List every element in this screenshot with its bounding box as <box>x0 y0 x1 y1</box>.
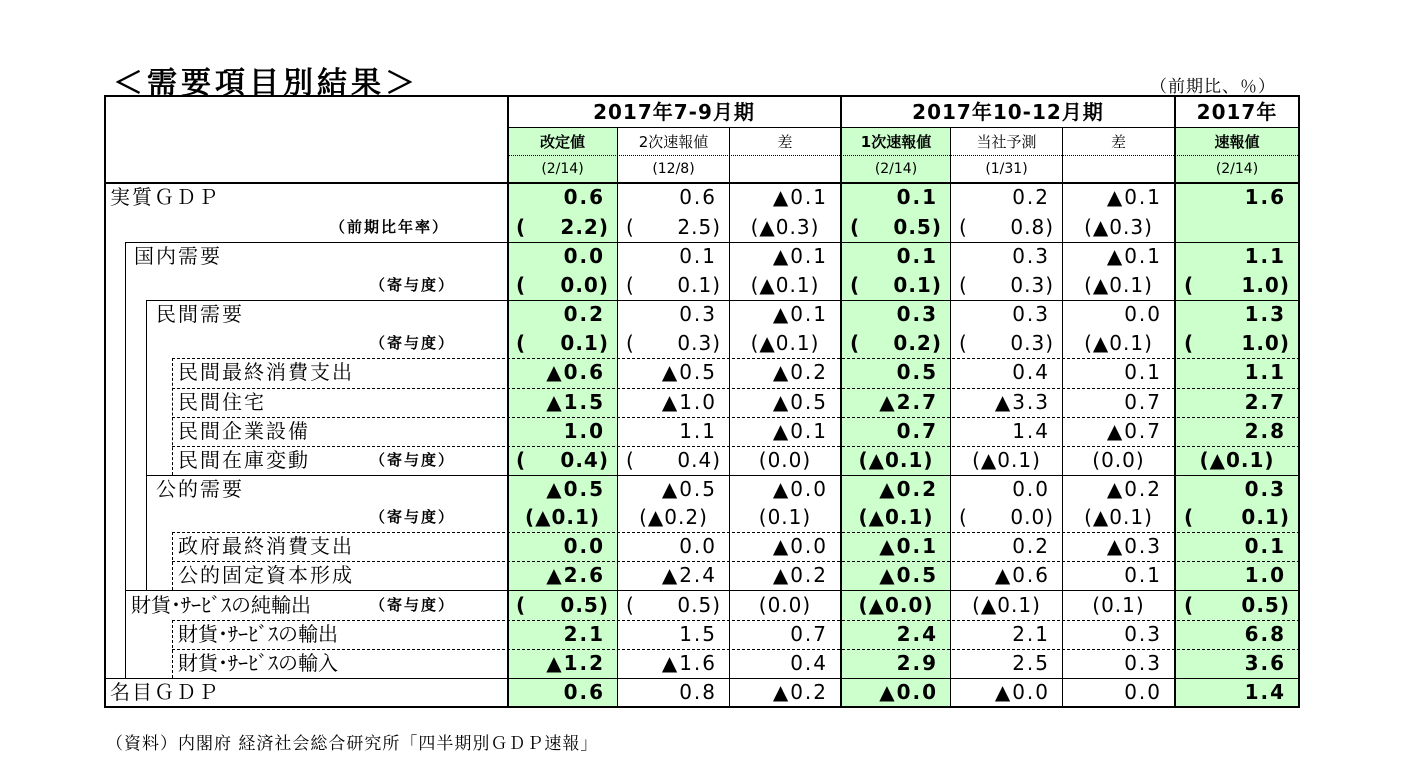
paren-value: 1.0) <box>1241 273 1290 297</box>
row-label-contrib-private: （寄与度） <box>370 334 456 352</box>
paren-open: ( <box>1184 505 1195 529</box>
value-cell: (▲0.1) <box>858 505 934 529</box>
paren-value: 2.5) <box>677 215 721 239</box>
value-cell: ▲0.0 <box>994 680 1050 704</box>
row-label-private-inventory: 民間在庫変動 <box>178 448 310 472</box>
value-cell: (▲0.1) <box>858 448 934 472</box>
value-cell <box>951 503 1062 532</box>
paren-value: 1.0) <box>1241 331 1290 355</box>
value-cell <box>842 329 950 358</box>
value-cell: 6.8 <box>1244 622 1286 646</box>
value-cell: (0.0) <box>1092 448 1145 472</box>
col-date-revised: (2/14) <box>541 161 584 177</box>
source-note: （資料）内閣府 経済社会総合研究所「四半期別ＧＤＰ速報」 <box>106 734 599 754</box>
value-cell: (▲0.1) <box>524 505 601 529</box>
value-cell: 1.4 <box>1012 419 1050 443</box>
value-cell: ▲0.1 <box>1106 244 1162 268</box>
header-group-year: 2017年 <box>1196 100 1278 124</box>
value-cell: 0.2 <box>563 302 605 326</box>
value-cell: (0.1) <box>758 505 812 529</box>
value-cell: 0.7 <box>790 622 828 646</box>
paren-value: 0.5) <box>893 215 942 239</box>
value-cell: ▲0.1 <box>772 185 828 209</box>
row-label-private-investment: 民間企業設備 <box>178 419 310 443</box>
paren-value: 0.3) <box>1010 273 1054 297</box>
value-cell: 0.6 <box>563 680 605 704</box>
value-cell: 0.1 <box>896 185 938 209</box>
row-label-nominal-gdp: 名目ＧＤＰ <box>110 680 220 704</box>
value-cell: ▲0.1 <box>772 302 828 326</box>
value-cell: 2.7 <box>1244 390 1286 414</box>
value-cell: 0.2 <box>1012 534 1050 558</box>
paren-open: ( <box>516 215 527 239</box>
value-cell: (0.1) <box>1092 593 1145 617</box>
value-cell: ▲0.1 <box>1106 185 1162 209</box>
value-cell: ▲0.2 <box>772 360 828 384</box>
col-date-first: (2/14) <box>874 161 918 177</box>
row-sublabel-net-exports: （寄与度） <box>370 596 456 614</box>
value-cell: (▲0.3) <box>750 215 820 239</box>
col-header-diff-1: 差 <box>777 133 793 151</box>
row-label-public-investment: 公的固定資本形成 <box>178 563 354 587</box>
value-cell: 0.0 <box>679 534 717 558</box>
value-cell: 0.4 <box>790 651 828 675</box>
value-cell: 0.3 <box>679 302 717 326</box>
value-cell: 2.1 <box>563 622 605 646</box>
row-label-public-demand: 公的需要 <box>156 477 244 501</box>
value-cell: ▲0.2 <box>879 477 938 501</box>
row-label-private-demand: 民間需要 <box>156 302 244 326</box>
value-cell: ▲0.2 <box>1106 477 1162 501</box>
value-cell: 2.9 <box>896 651 938 675</box>
paren-open: ( <box>626 273 635 297</box>
value-cell: 0.1 <box>1124 563 1162 587</box>
value-cell: (▲0.1) <box>1084 331 1153 355</box>
value-cell: 0.6 <box>679 185 717 209</box>
value-cell: ▲0.1 <box>772 244 828 268</box>
value-cell <box>618 329 729 358</box>
paren-open: ( <box>1184 593 1195 617</box>
header-group-q4: 2017年10-12月期 <box>912 100 1104 124</box>
paren-value: 2.2) <box>560 215 609 239</box>
value-cell: 1.6 <box>1244 185 1286 209</box>
value-cell: ▲0.5 <box>546 477 605 501</box>
value-cell: 0.3 <box>1012 302 1050 326</box>
value-cell: ▲1.0 <box>661 390 717 414</box>
value-cell: ▲0.3 <box>1106 534 1162 558</box>
unit-note: （前期比、％） <box>1150 77 1276 97</box>
value-cell: 0.6 <box>563 185 605 209</box>
value-cell: ▲0.5 <box>661 477 717 501</box>
value-cell: 1.0 <box>1244 563 1286 587</box>
value-cell: ▲0.0 <box>772 477 828 501</box>
value-cell: (0.0) <box>758 448 812 472</box>
paren-value: 0.5) <box>677 593 721 617</box>
col-header-second: 2次速報値 <box>638 133 709 151</box>
paren-value: 0.1) <box>677 273 721 297</box>
paren-open: ( <box>626 593 635 617</box>
paren-value: 0.5) <box>1241 593 1290 617</box>
value-cell <box>1176 271 1298 300</box>
value-cell: ▲3.3 <box>994 390 1050 414</box>
paren-open: ( <box>959 331 968 355</box>
value-cell <box>618 271 729 300</box>
value-cell: ▲0.2 <box>772 563 828 587</box>
row-label-annualized: （前期比年率） <box>330 218 450 236</box>
value-cell: 0.5 <box>896 360 938 384</box>
value-cell: 0.1 <box>1244 534 1286 558</box>
value-cell: (▲0.1) <box>972 448 1041 472</box>
value-cell: 0.2 <box>1012 185 1050 209</box>
value-cell <box>951 329 1062 358</box>
value-cell: 0.3 <box>1012 244 1050 268</box>
value-cell: 1.4 <box>1244 680 1286 704</box>
row-sublabel-private-inventory: （寄与度） <box>370 451 456 469</box>
value-cell <box>508 329 617 358</box>
row-label-private-consumption: 民間最終消費支出 <box>178 360 354 384</box>
col-header-forecast: 当社予測 <box>976 133 1037 151</box>
value-cell <box>1176 503 1298 532</box>
paren-open: ( <box>1184 273 1195 297</box>
value-cell: (▲0.1) <box>1084 273 1153 297</box>
value-cell: 0.7 <box>1124 390 1162 414</box>
row-label-real-gdp: 実質ＧＤＰ <box>110 185 220 209</box>
row-label-net-exports: 財貨･ｻｰﾋﾞｽの純輸出 <box>131 593 311 617</box>
paren-value: 0.2) <box>893 331 942 355</box>
value-cell: 3.6 <box>1244 651 1286 675</box>
value-cell: (▲0.0) <box>858 593 934 617</box>
value-cell: ▲2.7 <box>879 390 938 414</box>
value-cell: 0.0 <box>1124 680 1162 704</box>
value-cell: ▲0.7 <box>1106 419 1162 443</box>
value-cell: 2.1 <box>1012 622 1050 646</box>
value-cell: 0.0 <box>563 534 605 558</box>
value-cell: 0.1 <box>1124 360 1162 384</box>
value-cell: (▲0.3) <box>1084 215 1153 239</box>
value-cell: ▲0.0 <box>772 534 828 558</box>
value-cell: ▲0.0 <box>879 680 938 704</box>
paren-open: ( <box>959 273 968 297</box>
paren-open: ( <box>626 215 635 239</box>
value-cell: ▲0.5 <box>879 563 938 587</box>
value-cell: 0.3 <box>1124 622 1162 646</box>
value-cell: ▲1.2 <box>546 651 605 675</box>
value-cell: ▲1.6 <box>661 651 717 675</box>
value-cell: (▲0.1) <box>750 331 820 355</box>
value-cell: (▲0.2) <box>639 505 708 529</box>
value-cell: (▲0.1) <box>1199 448 1275 472</box>
col-header-annual: 速報値 <box>1214 133 1260 151</box>
paren-open: ( <box>850 273 861 297</box>
paren-open: ( <box>626 331 635 355</box>
paren-open: ( <box>516 273 527 297</box>
value-cell: 0.1 <box>679 244 717 268</box>
value-cell <box>508 591 617 620</box>
value-cell: ▲0.2 <box>772 680 828 704</box>
value-cell: (▲0.1) <box>972 593 1041 617</box>
paren-value: 0.1) <box>893 273 942 297</box>
paren-open: ( <box>516 593 527 617</box>
value-cell: (0.0) <box>758 593 812 617</box>
value-cell <box>951 271 1062 300</box>
value-cell <box>842 213 950 242</box>
paren-value: 0.5) <box>560 593 609 617</box>
row-label-domestic-demand: 国内需要 <box>134 244 222 268</box>
value-cell: (▲0.1) <box>1084 505 1153 529</box>
value-cell: ▲0.1 <box>879 534 938 558</box>
paren-value: 0.1) <box>560 331 609 355</box>
row-label-private-housing: 民間住宅 <box>178 390 266 414</box>
paren-value: 0.0) <box>560 273 609 297</box>
paren-value: 0.3) <box>677 331 721 355</box>
paren-open: ( <box>850 215 861 239</box>
paren-value: 0.3) <box>1010 331 1054 355</box>
value-cell: ▲0.6 <box>546 360 605 384</box>
value-cell: 0.0 <box>563 244 605 268</box>
value-cell: 0.3 <box>1124 651 1162 675</box>
paren-value: 0.4) <box>560 448 609 472</box>
value-cell <box>508 271 617 300</box>
value-cell: ▲2.4 <box>661 563 717 587</box>
value-cell: 1.1 <box>1244 244 1286 268</box>
paren-value: 0.0) <box>1010 505 1054 529</box>
row-label-government-consumption: 政府最終消費支出 <box>178 534 354 558</box>
col-date-second: (12/8) <box>652 161 695 177</box>
paren-value: 0.8) <box>1010 215 1054 239</box>
value-cell: ▲0.6 <box>994 563 1050 587</box>
row-label-imports: 財貨･ｻｰﾋﾞｽの輸入 <box>178 651 338 675</box>
value-cell <box>508 213 617 242</box>
value-cell: ▲0.5 <box>772 390 828 414</box>
value-cell: 2.4 <box>896 622 938 646</box>
col-header-diff-2: 差 <box>1110 133 1126 151</box>
row-label-contrib-domestic: （寄与度） <box>370 276 456 294</box>
row-label-contrib-public: （寄与度） <box>370 508 456 526</box>
header-group-q3: 2017年7-9月期 <box>593 100 755 124</box>
value-cell: 0.3 <box>896 302 938 326</box>
paren-open: ( <box>959 505 968 529</box>
value-cell: 2.5 <box>1012 651 1050 675</box>
value-cell: 1.5 <box>679 622 717 646</box>
paren-open: ( <box>959 215 968 239</box>
value-cell: 0.8 <box>679 680 717 704</box>
value-cell <box>951 213 1062 242</box>
value-cell: 1.3 <box>1244 302 1286 326</box>
value-cell: 0.7 <box>896 419 938 443</box>
value-cell <box>618 591 729 620</box>
value-cell: 0.3 <box>1244 477 1286 501</box>
value-cell: 2.8 <box>1244 419 1286 443</box>
paren-open: ( <box>1184 331 1195 355</box>
page-title: ＜需要項目別結果＞ <box>113 66 419 101</box>
value-cell: (▲0.1) <box>750 273 820 297</box>
paren-open: ( <box>626 448 635 472</box>
value-cell: ▲0.1 <box>772 419 828 443</box>
paren-open: ( <box>850 331 861 355</box>
row-label-exports: 財貨･ｻｰﾋﾞｽの輸出 <box>178 622 338 646</box>
value-cell: 1.1 <box>1244 360 1286 384</box>
value-cell: 1.1 <box>679 419 717 443</box>
value-cell: ▲2.6 <box>546 563 605 587</box>
paren-open: ( <box>516 448 527 472</box>
value-cell: 0.0 <box>1124 302 1162 326</box>
paren-value: 0.1) <box>1241 505 1290 529</box>
value-cell <box>508 446 617 475</box>
value-cell: ▲0.5 <box>661 360 717 384</box>
col-header-revised: 改定値 <box>539 133 585 151</box>
value-cell: 0.1 <box>896 244 938 268</box>
col-date-forecast: (1/31) <box>985 161 1028 177</box>
value-cell <box>618 446 729 475</box>
value-cell: 0.0 <box>1012 477 1050 501</box>
value-cell: 0.4 <box>1012 360 1050 384</box>
paren-open: ( <box>516 331 527 355</box>
col-header-first: 1次速報値 <box>860 133 932 151</box>
col-date-annual: (2/14) <box>1215 161 1259 177</box>
value-cell: ▲1.5 <box>546 390 605 414</box>
value-cell <box>618 213 729 242</box>
value-cell: 1.0 <box>563 419 605 443</box>
value-cell <box>842 271 950 300</box>
value-cell <box>1176 591 1298 620</box>
paren-value: 0.4) <box>677 448 721 472</box>
value-cell <box>1176 329 1298 358</box>
